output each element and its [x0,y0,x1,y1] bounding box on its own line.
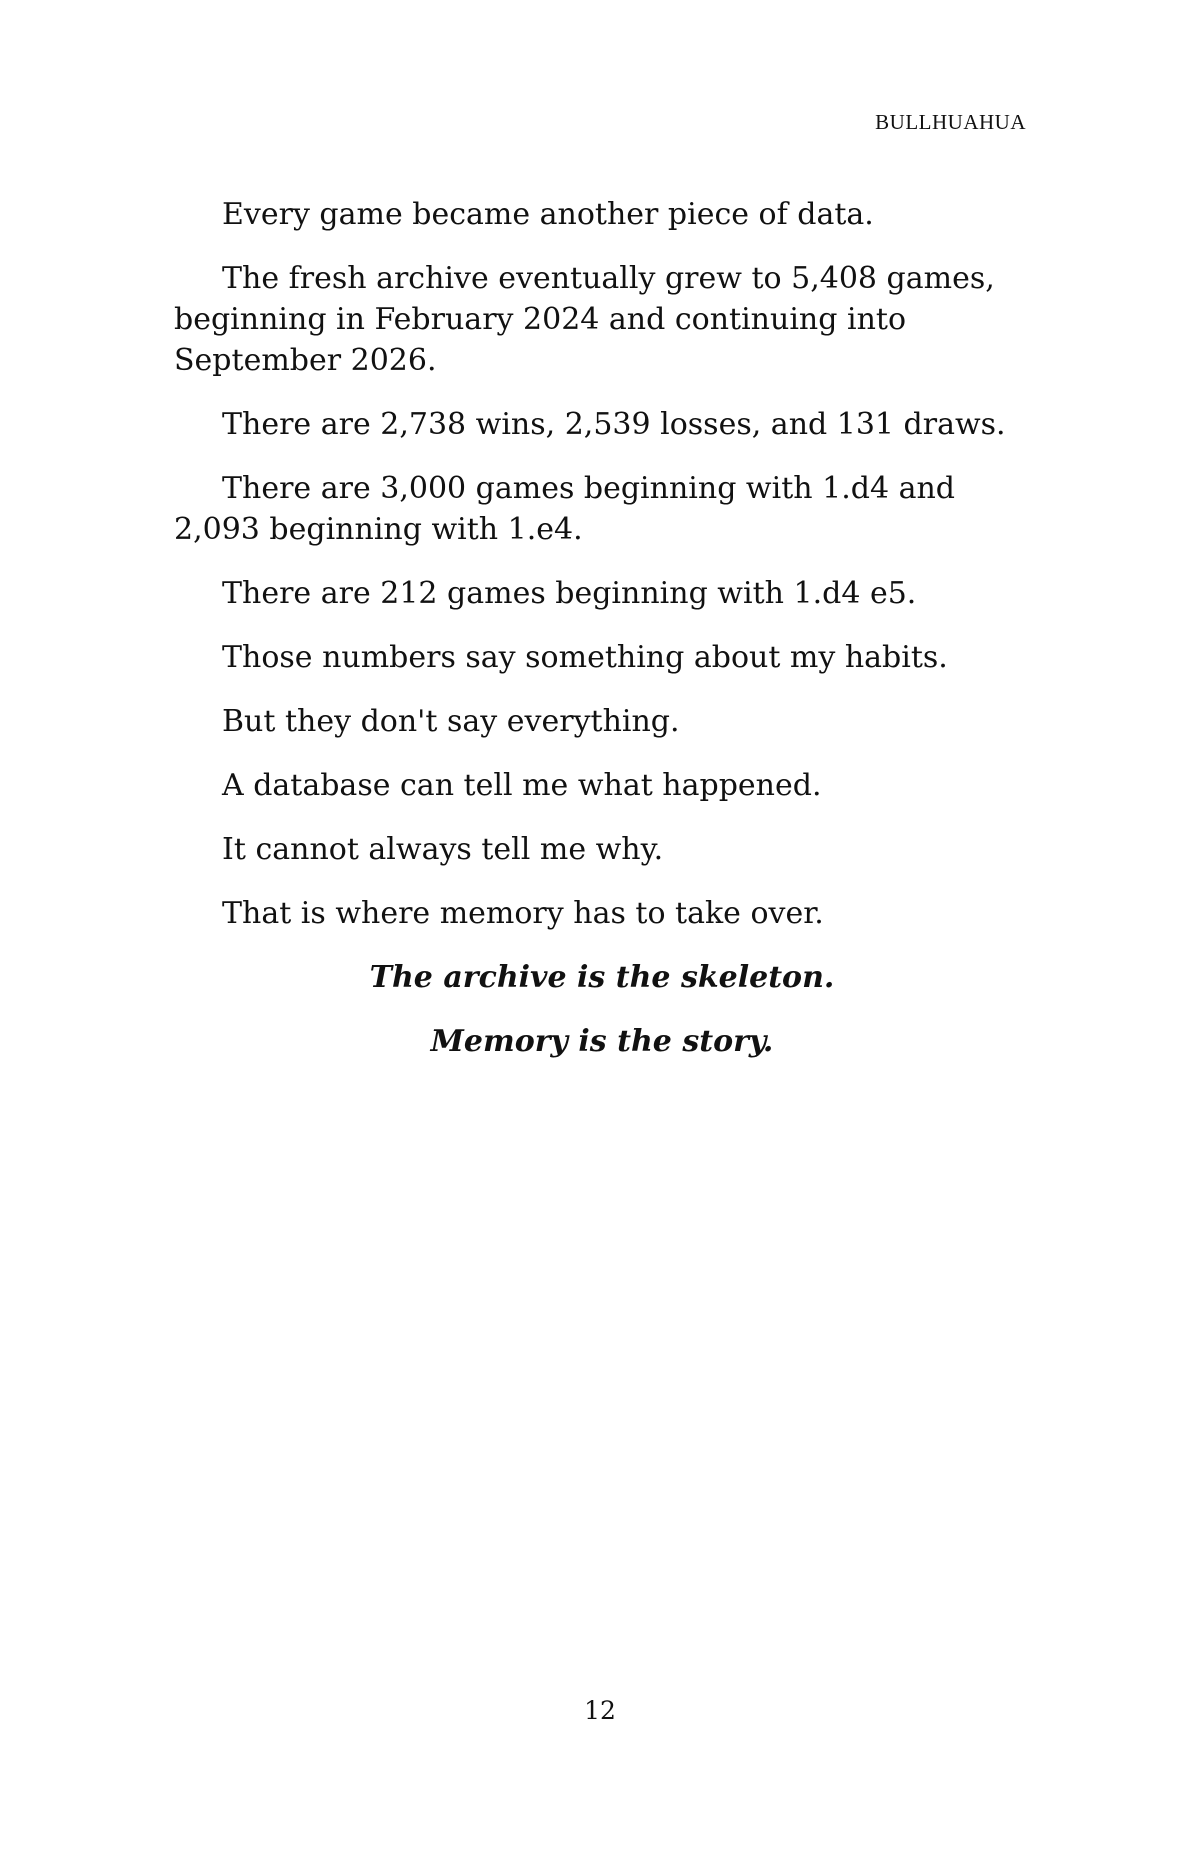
paragraph: But they don't say everything. [222,704,680,739]
paragraph: There are 3,000 games beginning with 1.d4 and 2,093 beginning with 1.e4. [174,471,955,547]
paragraph: The fresh archive eventually grew to 5,408 games, beginning in February 2024 and continuing into September 2026. [174,261,995,378]
emphasis-line: Memory is the story. [430,1024,774,1059]
page-number: 12 [584,1696,616,1725]
page-body [174,194,1030,1085]
paragraph: There are 212 games beginning with 1.d4 e5. [222,576,917,611]
paragraph: There are 2,738 wins, 2,539 losses, and 131 draws. [222,407,1006,442]
paragraph: It cannot always tell me why. [222,832,664,867]
paragraph: That is where memory has to take over. [222,896,824,931]
emphasis-line: The archive is the skeleton. [369,960,835,995]
paragraph: A database can tell me what happened. [222,768,822,803]
running-header: BULLHUAHUA [875,110,1026,134]
paragraph: Every game became another piece of data. [222,197,874,232]
paragraph: Those numbers say something about my habits. [222,640,948,675]
